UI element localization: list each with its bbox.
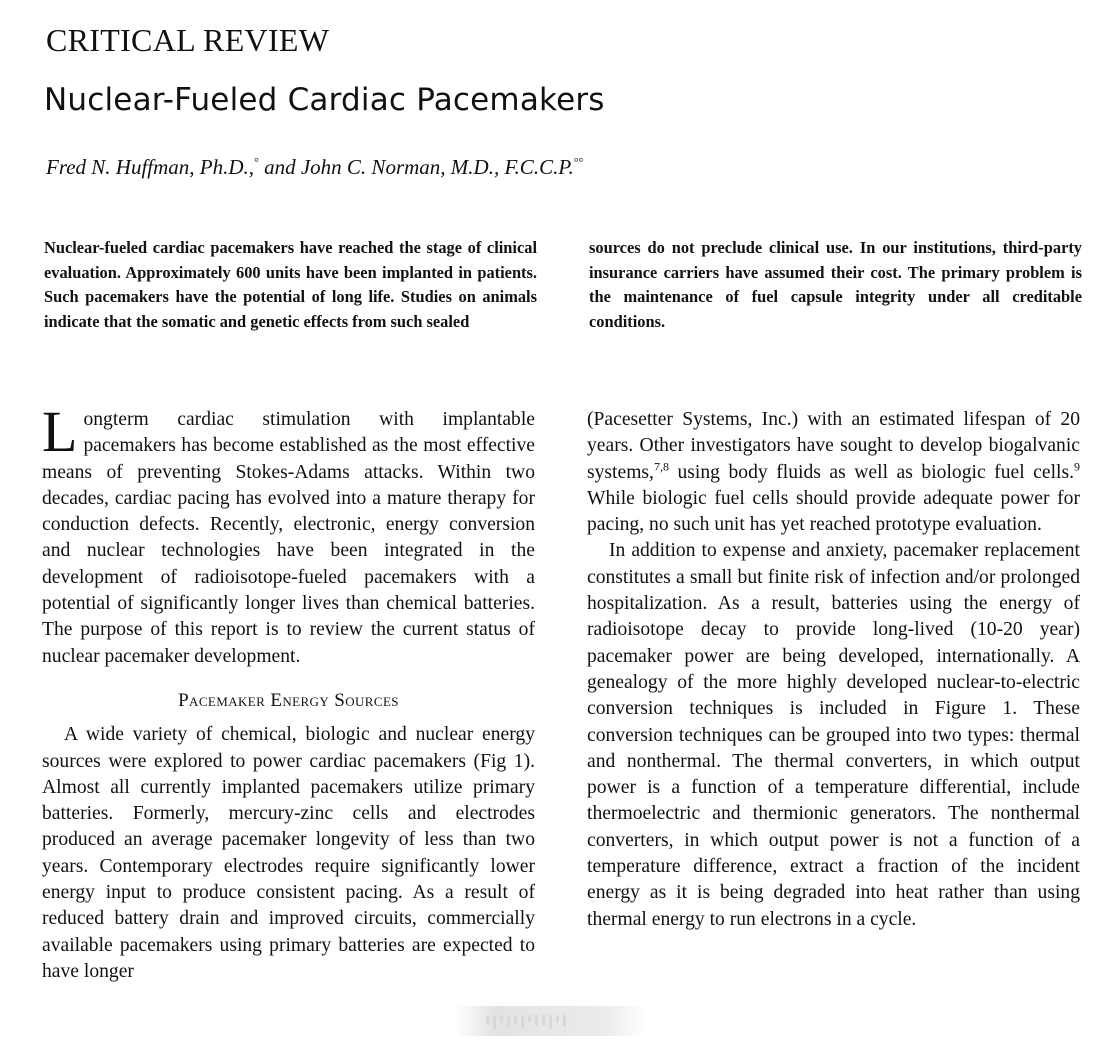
- reference-9: 9: [1074, 459, 1080, 474]
- right-p1-text-b: using body fluids as well as biologic fuel cells.: [668, 461, 1074, 483]
- right-p1-text-c: While biologic fuel cells should provide adequate power for pacing, no such unit has yet reached prototype evaluation.: [587, 487, 1080, 536]
- author-2: John C. Norman, M.D., F.C.C.P.: [300, 155, 574, 179]
- reference-7-8: 7,8: [653, 459, 669, 474]
- section-label: CRITICAL REVIEW: [46, 22, 330, 58]
- author-line: [46, 155, 583, 180]
- right-paragraph-2: In addition to expense and anxiety, pacemaker replacement constitutes a small but finite risk of infection and/or prolonged hospitalization. As a result, batteries using the energy of radioisotope decay to provide long-lived (10-20 year) pacemaker power are being developed, internationally. A genealogy of the more highly developed nuclear-to-electric conversion techniques is included in Figure 1. These conversion techniques can be grouped into two types: thermal and nonthermal. The thermal converters, in which output power is a function of a temperature differential, include thermoelectric and thermionic generators. The nonthermal converters, in which output power is not a function of a temperature difference, extract a fraction of the incident energy as it is being degraded into heat rather than using thermal energy to run electrons in a cycle.: [587, 540, 1080, 930]
- body-left-column: [42, 399, 535, 985]
- drop-cap: L: [42, 399, 78, 464]
- right-paragraph-1: [587, 407, 1080, 538]
- energy-sources-paragraph: A wide variety of chemical, biologic and nuclear energy sources were explored to power cardiac pacemakers (Fig 1). Almost all currently implanted pacemakers utilize primary batteries. Formerly, mercury-zinc cells and electrodes produced an average pacemaker longevity of less than two years. Contemporary electrodes require significantly lower energy input to produce consistent pacing. As a result of reduced battery drain and improved circuits, commercially available pacemakers using primary batteries are expected to have longer: [42, 724, 535, 982]
- author-1: Fred N. Huffman, Ph.D.,: [46, 155, 255, 179]
- article-title: Nuclear-Fueled Cardiac Pacemakers: [44, 82, 605, 118]
- author-conjunction: and: [264, 155, 296, 179]
- right-p1-text-a: (Pacesetter Systems, Inc.) with an estimated lifespan of 20 years. Other investigators have sought to develop biogalvanic systems,: [587, 409, 1080, 483]
- abstract-right-column: sources do not preclude clinical use. In our institutions, third-party insurance carriers have assumed their cost. The primary problem is the maintenance of fuel capsule integrity under all creditable conditions.: [589, 238, 1082, 331]
- author-1-footnote-mark: °: [254, 155, 259, 169]
- intro-paragraph: [42, 399, 535, 670]
- abstract-left-column: Nuclear-fueled cardiac pacemakers have reached the stage of clinical evaluation. Approximately 600 units have been implanted in patients. Such pacemakers have the potential of long life. Studies on animals indicate that the somatic and genetic effects from such sealed: [44, 238, 537, 331]
- section-heading: Pacemaker Energy Sources: [178, 689, 399, 711]
- body-right-column: [587, 407, 1080, 933]
- author-2-footnote-mark: °°: [573, 155, 584, 169]
- watermark-bars: [486, 1015, 566, 1029]
- watermark-overlay: [456, 1006, 646, 1036]
- intro-text: ongterm cardiac stimulation with implantable pacemakers has become established as the most effective means of preventing Stokes-Adams attacks. Within two decades, cardiac pacing has evolved into a mature therapy for conduction defects. Recently, electronic, energy conversion and nuclear technologies have been integrated in the development of radioisotope-fueled pacemakers with a potential of significantly longer lives than chemical batteries. The purpose of this report is to review the current status of nuclear pacemaker development.: [42, 409, 535, 667]
